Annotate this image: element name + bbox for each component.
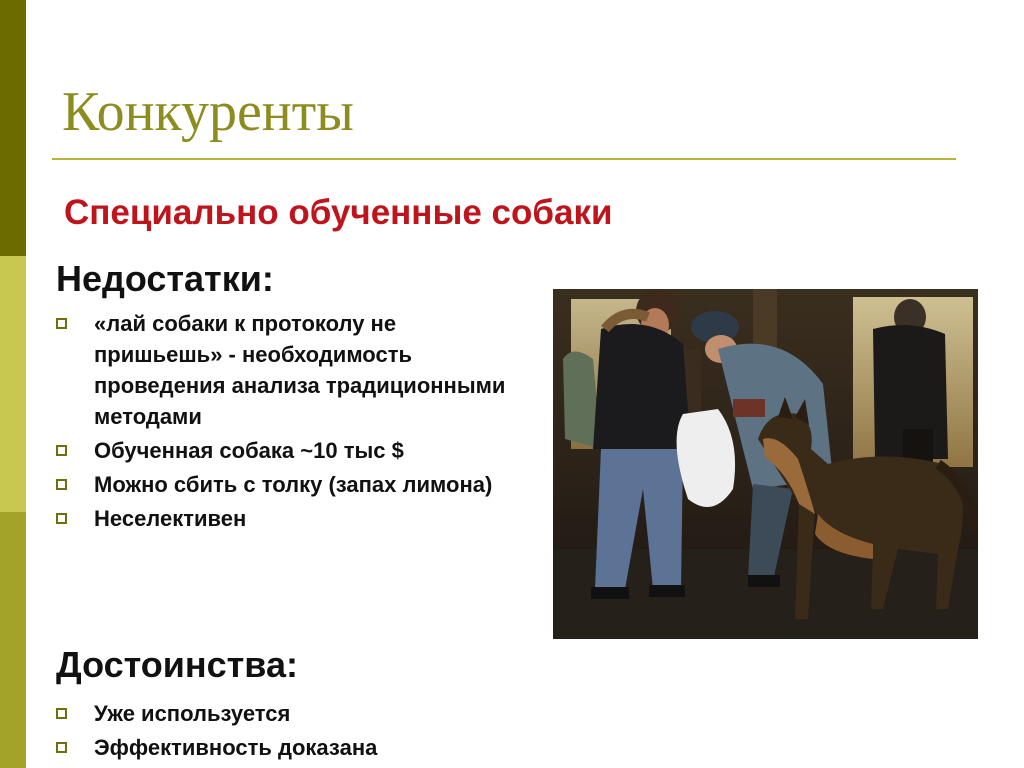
cons-heading: Недостатки:	[56, 258, 274, 299]
title-divider	[52, 158, 956, 160]
list-item-text: «лай собаки к протоколу не пришьешь» - необходимость проведения анализа традиционными методами	[94, 311, 506, 429]
list-item	[56, 503, 526, 534]
photo-police-dog-icon	[553, 289, 978, 639]
pros-heading: Достоинства:	[56, 644, 298, 685]
square-bullet-icon	[56, 445, 67, 456]
list-item	[56, 732, 526, 763]
square-bullet-icon	[56, 479, 67, 490]
list-item-text: Можно сбить с толку (запах лимона)	[94, 472, 493, 497]
list-item-text: Эффективность доказана	[94, 735, 378, 760]
square-bullet-icon	[56, 742, 67, 753]
photo-police-dog	[553, 289, 978, 639]
list-item	[56, 308, 526, 432]
slide-title: Конкуренты	[62, 81, 354, 143]
pros-list	[56, 698, 526, 766]
list-item	[56, 698, 526, 729]
list-item-text: Обученная собака ~10 тыс $	[94, 438, 404, 463]
list-item	[56, 435, 526, 466]
sidebar-band-middle	[0, 256, 26, 512]
list-item	[56, 469, 526, 500]
square-bullet-icon	[56, 318, 67, 329]
sidebar-band-bottom	[0, 512, 26, 768]
list-item-text: Уже используется	[94, 701, 291, 726]
square-bullet-icon	[56, 708, 67, 719]
cons-list	[56, 308, 526, 537]
square-bullet-icon	[56, 513, 67, 524]
slide-subtitle: Специально обученные собаки	[64, 193, 613, 232]
sidebar-band-top	[0, 0, 26, 256]
list-item-text: Неселективен	[94, 506, 247, 531]
